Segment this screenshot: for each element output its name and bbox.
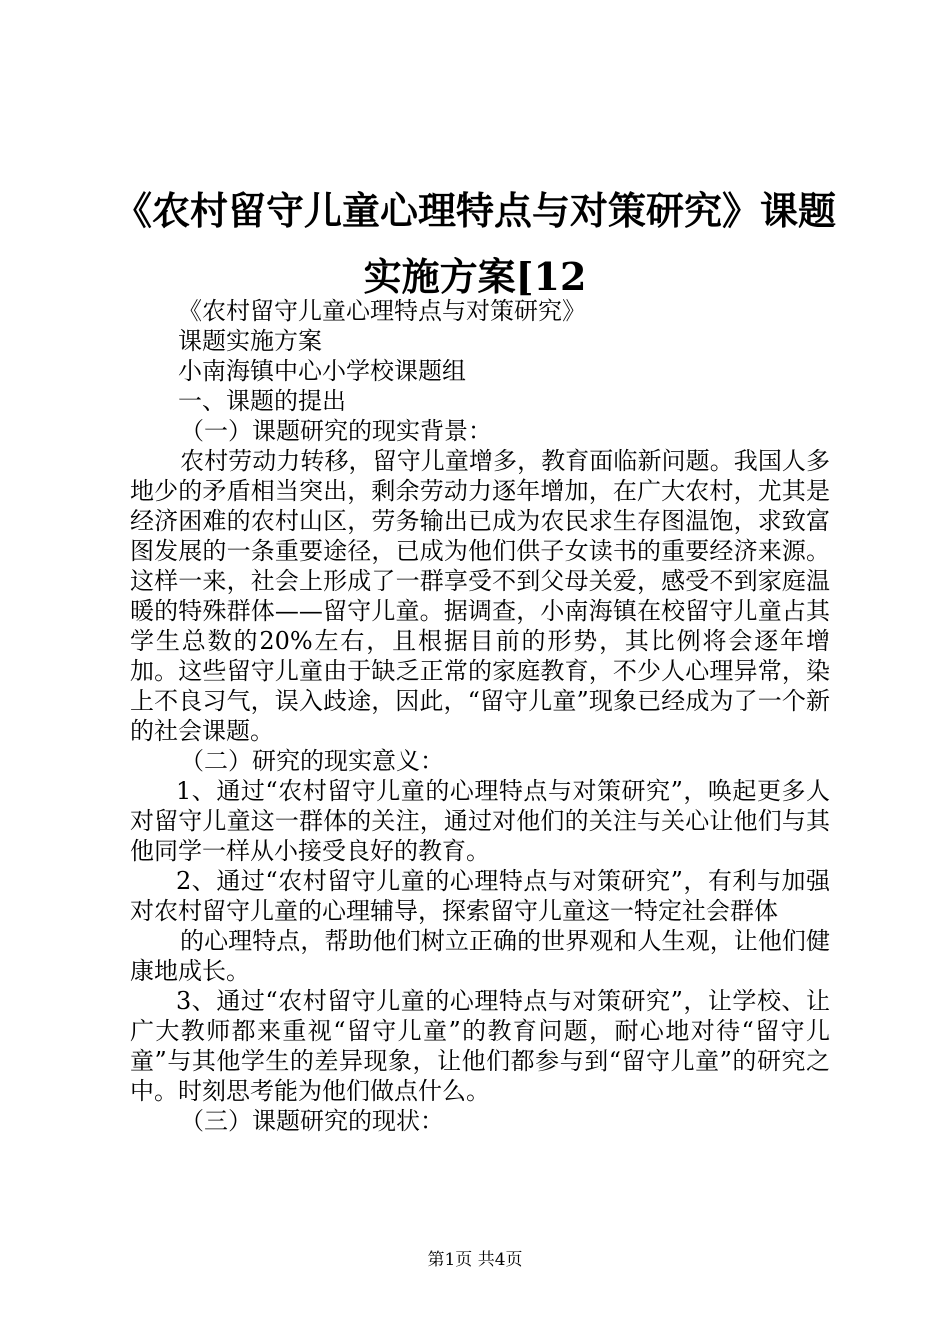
- paragraph: 2、通过“农村留守儿童的心理特点与对策研究”，有利与加强对农村留守儿童的心理辅导，探索留守儿童这一特定社会群体: [130, 867, 830, 925]
- section-heading: 一、课题的提出: [178, 387, 346, 415]
- subsection-heading: （一）课题研究的现实背景：: [180, 417, 492, 445]
- paragraph: 的心理特点，帮助他们树立正确的世界观和人生观，让他们健康地成长。: [130, 927, 830, 985]
- subsection-heading: （二）研究的现实意义：: [180, 747, 444, 775]
- subtitle-plan: 课题实施方案: [178, 327, 322, 355]
- subsection-heading: （三）课题研究的现状：: [180, 1107, 444, 1135]
- page-footer: 第1页 共4页: [427, 1250, 523, 1270]
- paragraph: 1、通过“农村留守儿童的心理特点与对策研究”，唤起更多人对留守儿童这一群体的关注，通过对他们的关注与关心让他们与其他同学一样从小接受良好的教育。: [130, 777, 830, 865]
- paragraph: 3、通过“农村留守儿童的心理特点与对策研究”，让学校、让广大教师都来重视“留守儿童”的教育问题，耐心地对待“留守儿童”与其他学生的差异现象，让他们都参与到“留守儿童”的研究之中。时刻思考能为他们做点什么。: [130, 987, 830, 1105]
- document-body: [130, 296, 830, 1136]
- author-group: 小南海镇中心小学校课题组: [178, 357, 466, 385]
- paragraph: 农村劳动力转移，留守儿童增多，教育面临新问题。我国人多地少的矛盾相当突出，剩余劳动力逐年增加，在广大农村，尤其是经济困难的农村山区，劳务输出已成为农民求生存图温饱，求致富图发展的一条重要途径，已成为他们供子女读书的重要经济来源。这样一来，社会上形成了一群享受不到父母关爱，感受不到家庭温暖的特殊群体——留守儿童。据调查，小南海镇在校留守儿童占其学生总数的20%左右，且根据目前的形势，其比例将会逐年增加。这些留守儿童由于缺乏正常的家庭教育，不少人心理异常，染上不良习气，误入歧途，因此，“留守儿童”现象已经成为了一个新的社会课题。: [130, 447, 830, 745]
- document-title: 《农村留守儿童心理特点与对策研究》课题实施方案[12: [113, 188, 836, 299]
- subtitle-topic: 《农村留守儿童心理特点与对策研究》: [178, 297, 586, 325]
